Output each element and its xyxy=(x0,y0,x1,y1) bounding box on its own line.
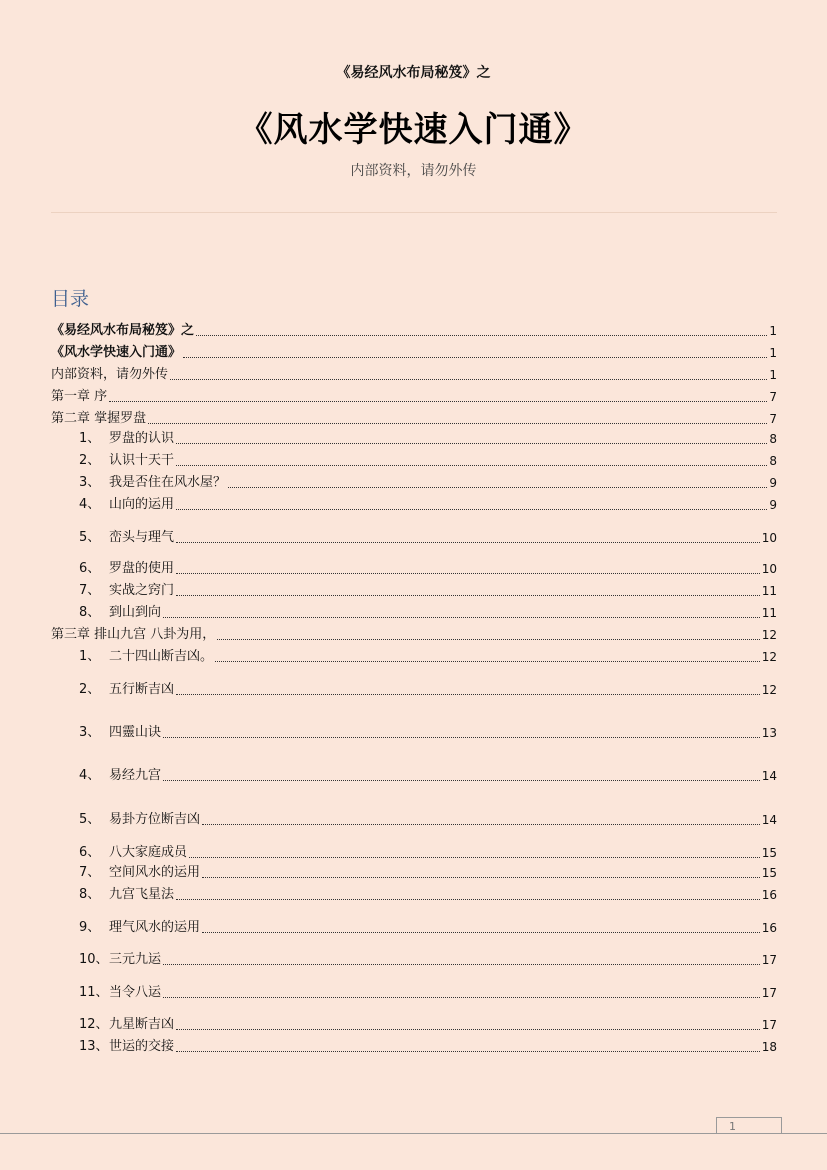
toc-entry-title: 6、 八大家庭成员 xyxy=(79,845,188,860)
toc-entry-number: 7、 xyxy=(79,865,101,880)
toc-entry-page: 1 xyxy=(769,346,777,360)
toc-entry-title: 第一章 序 xyxy=(51,389,108,404)
toc-entry-page: 7 xyxy=(769,390,777,404)
toc-entry[interactable] xyxy=(79,1037,777,1055)
toc-entry-number: 2、 xyxy=(79,453,101,468)
toc-entry-title: 第三章 排山九宫 八卦为用， xyxy=(51,627,216,642)
toc-entry-title: 2、 认识十天干 xyxy=(79,453,175,468)
toc-entry-title: 《易经风水布局秘笈》之 xyxy=(51,323,195,338)
toc-entry-title: 9、 理气风水的运用 xyxy=(79,920,201,935)
toc-entry-title: 8、 到山到向 xyxy=(79,605,162,620)
toc-leader-dots xyxy=(176,541,760,543)
toc-leader-dots xyxy=(202,876,760,878)
toc-entry[interactable] xyxy=(79,680,777,698)
toc-entry-number: 3、 xyxy=(79,475,101,490)
toc-leader-dots xyxy=(228,486,767,488)
toc-entry[interactable] xyxy=(79,885,777,903)
toc-entry-title: 8、 九宫飞星法 xyxy=(79,887,175,902)
toc-leader-dots xyxy=(176,1050,760,1052)
toc-entry-page: 10 xyxy=(761,562,777,576)
toc-entry-number: 3、 xyxy=(79,725,101,740)
document-title: 《风水学快速入门通》 xyxy=(238,110,589,150)
toc-entry-page: 1 xyxy=(769,324,777,338)
toc-entry[interactable] xyxy=(79,983,777,1001)
toc-leader-dots xyxy=(176,464,767,466)
toc-leader-dots xyxy=(176,508,767,510)
toc-entry-page: 12 xyxy=(761,628,777,642)
toc-leader-dots xyxy=(176,1028,760,1030)
toc-entry-number: 13、 xyxy=(79,1039,109,1054)
toc-entry-title: 第二章 掌握罗盘 xyxy=(51,411,147,426)
toc-entry-page: 11 xyxy=(761,584,777,598)
toc-entry-number: 7、 xyxy=(79,583,101,598)
toc-entry-title: 1、 二十四山断吉凶。 xyxy=(79,649,214,664)
toc-leader-dots xyxy=(163,736,760,738)
toc-entry-title: 7、 空间风水的运用 xyxy=(79,865,201,880)
toc-entry-page: 11 xyxy=(761,606,777,620)
toc-entry[interactable] xyxy=(79,843,777,861)
toc-leader-dots xyxy=(163,963,760,965)
toc-leader-dots xyxy=(215,660,760,662)
toc-heading: 目录 xyxy=(51,288,90,310)
toc-leader-dots xyxy=(163,616,760,618)
toc-leader-dots xyxy=(176,693,760,695)
toc-entry-title: 2、 五行断吉凶 xyxy=(79,682,175,697)
toc-entry-number: 8、 xyxy=(79,605,101,620)
toc-leader-dots xyxy=(183,356,767,358)
toc-entry-title: 《风水学快速入门通》 xyxy=(51,345,182,360)
toc-entry-page: 18 xyxy=(761,1040,777,1054)
toc-entry-page: 8 xyxy=(769,454,777,468)
toc-entry[interactable] xyxy=(79,603,777,621)
toc-entry-page: 17 xyxy=(761,1018,777,1032)
toc-leader-dots xyxy=(176,572,760,574)
toc-entry[interactable] xyxy=(51,365,777,383)
toc-entry-number: 6、 xyxy=(79,561,101,576)
toc-entry[interactable] xyxy=(79,528,777,546)
document-note: 内部资料，请勿外传 xyxy=(350,163,477,179)
toc-entry-page: 17 xyxy=(761,953,777,967)
toc-entry-page: 7 xyxy=(769,412,777,426)
footer-divider xyxy=(0,1133,827,1134)
toc-entry[interactable] xyxy=(51,409,777,427)
toc-entry-page: 10 xyxy=(761,531,777,545)
toc-entry-number: 2、 xyxy=(79,682,101,697)
toc-entry-page: 17 xyxy=(761,986,777,1000)
toc-entry-page: 14 xyxy=(761,813,777,827)
toc-entry-title: 4、 山向的运用 xyxy=(79,497,175,512)
toc-entry-number: 8、 xyxy=(79,887,101,902)
toc-entry[interactable] xyxy=(79,495,777,513)
toc-entry-title: 11、当令八运 xyxy=(79,985,162,1000)
page-number: 1 xyxy=(716,1117,782,1133)
toc-entry-title: 4、 易经九宫 xyxy=(79,768,162,783)
toc-entry-page: 16 xyxy=(761,888,777,902)
toc-leader-dots xyxy=(176,442,767,444)
toc-leader-dots xyxy=(202,823,760,825)
toc-entry[interactable] xyxy=(51,321,777,339)
toc-entry[interactable] xyxy=(79,1015,777,1033)
toc-leader-dots xyxy=(217,638,759,640)
toc-entry[interactable] xyxy=(79,810,777,828)
toc-entry-title: 3、 四靈山诀 xyxy=(79,725,162,740)
toc-entry-number: 11、 xyxy=(79,985,109,1000)
toc-entry-title: 10、三元九运 xyxy=(79,952,162,967)
toc-entry-title: 3、 我是否住在风水屋？ xyxy=(79,475,227,490)
toc-entry[interactable] xyxy=(79,863,777,881)
toc-entry[interactable] xyxy=(51,343,777,361)
toc-entry[interactable] xyxy=(79,950,777,968)
toc-entry[interactable] xyxy=(79,473,777,491)
toc-entry[interactable] xyxy=(79,766,777,784)
toc-entry-title: 7、 实战之窍门 xyxy=(79,583,175,598)
toc-entry-number: 4、 xyxy=(79,497,101,512)
toc-leader-dots xyxy=(196,334,767,336)
toc-entry[interactable] xyxy=(79,451,777,469)
toc-leader-dots xyxy=(202,931,760,933)
toc-entry-page: 9 xyxy=(769,498,777,512)
toc-entry[interactable] xyxy=(79,559,777,577)
toc-entry-page: 14 xyxy=(761,769,777,783)
toc-leader-dots xyxy=(189,856,760,858)
document-subtitle: 《易经风水布局秘笈》之 xyxy=(336,65,491,81)
toc-entry[interactable] xyxy=(79,647,777,665)
toc-entry[interactable] xyxy=(79,429,777,447)
toc-entry-page: 15 xyxy=(761,846,777,860)
toc-entry-number: 4、 xyxy=(79,768,101,783)
toc-entry-title: 13、世运的交接 xyxy=(79,1039,175,1054)
toc-entry-number: 12、 xyxy=(79,1017,109,1032)
toc-entry[interactable] xyxy=(51,387,777,405)
toc-entry-number: 5、 xyxy=(79,530,101,545)
toc-entry[interactable] xyxy=(51,625,777,643)
toc-entry-title: 5、 易卦方位断吉凶 xyxy=(79,812,201,827)
toc-leader-dots xyxy=(163,996,760,998)
toc-entry-page: 15 xyxy=(761,866,777,880)
toc-entry-number: 1、 xyxy=(79,431,101,446)
toc-entry-title: 5、 峦头与理气 xyxy=(79,530,175,545)
toc-leader-dots xyxy=(109,400,767,402)
toc-entry-number: 10、 xyxy=(79,952,109,967)
toc-entry-page: 12 xyxy=(761,650,777,664)
toc-leader-dots xyxy=(176,594,760,596)
toc-entry-title: 12、九星断吉凶 xyxy=(79,1017,175,1032)
toc-leader-dots xyxy=(148,422,767,424)
toc-entry-page: 1 xyxy=(769,368,777,382)
toc-entry-number: 9、 xyxy=(79,920,101,935)
toc-entry-title: 1、 罗盘的认识 xyxy=(79,431,175,446)
toc-leader-dots xyxy=(163,779,760,781)
toc-entry[interactable] xyxy=(79,918,777,936)
toc-entry-number: 5、 xyxy=(79,812,101,827)
toc-entry-page: 9 xyxy=(769,476,777,490)
toc-entry-page: 13 xyxy=(761,726,777,740)
toc-entry[interactable] xyxy=(79,723,777,741)
toc-entry-number: 6、 xyxy=(79,845,101,860)
toc-entry-number: 1、 xyxy=(79,649,101,664)
toc-entry[interactable] xyxy=(79,581,777,599)
toc-leader-dots xyxy=(170,378,767,380)
toc-leader-dots xyxy=(176,898,760,900)
toc-entry-page: 16 xyxy=(761,921,777,935)
toc-entry-title: 6、 罗盘的使用 xyxy=(79,561,175,576)
toc-entry-title: 内部资料，请勿外传 xyxy=(51,367,169,382)
toc-entry-page: 8 xyxy=(769,432,777,446)
toc-entry-page: 12 xyxy=(761,683,777,697)
